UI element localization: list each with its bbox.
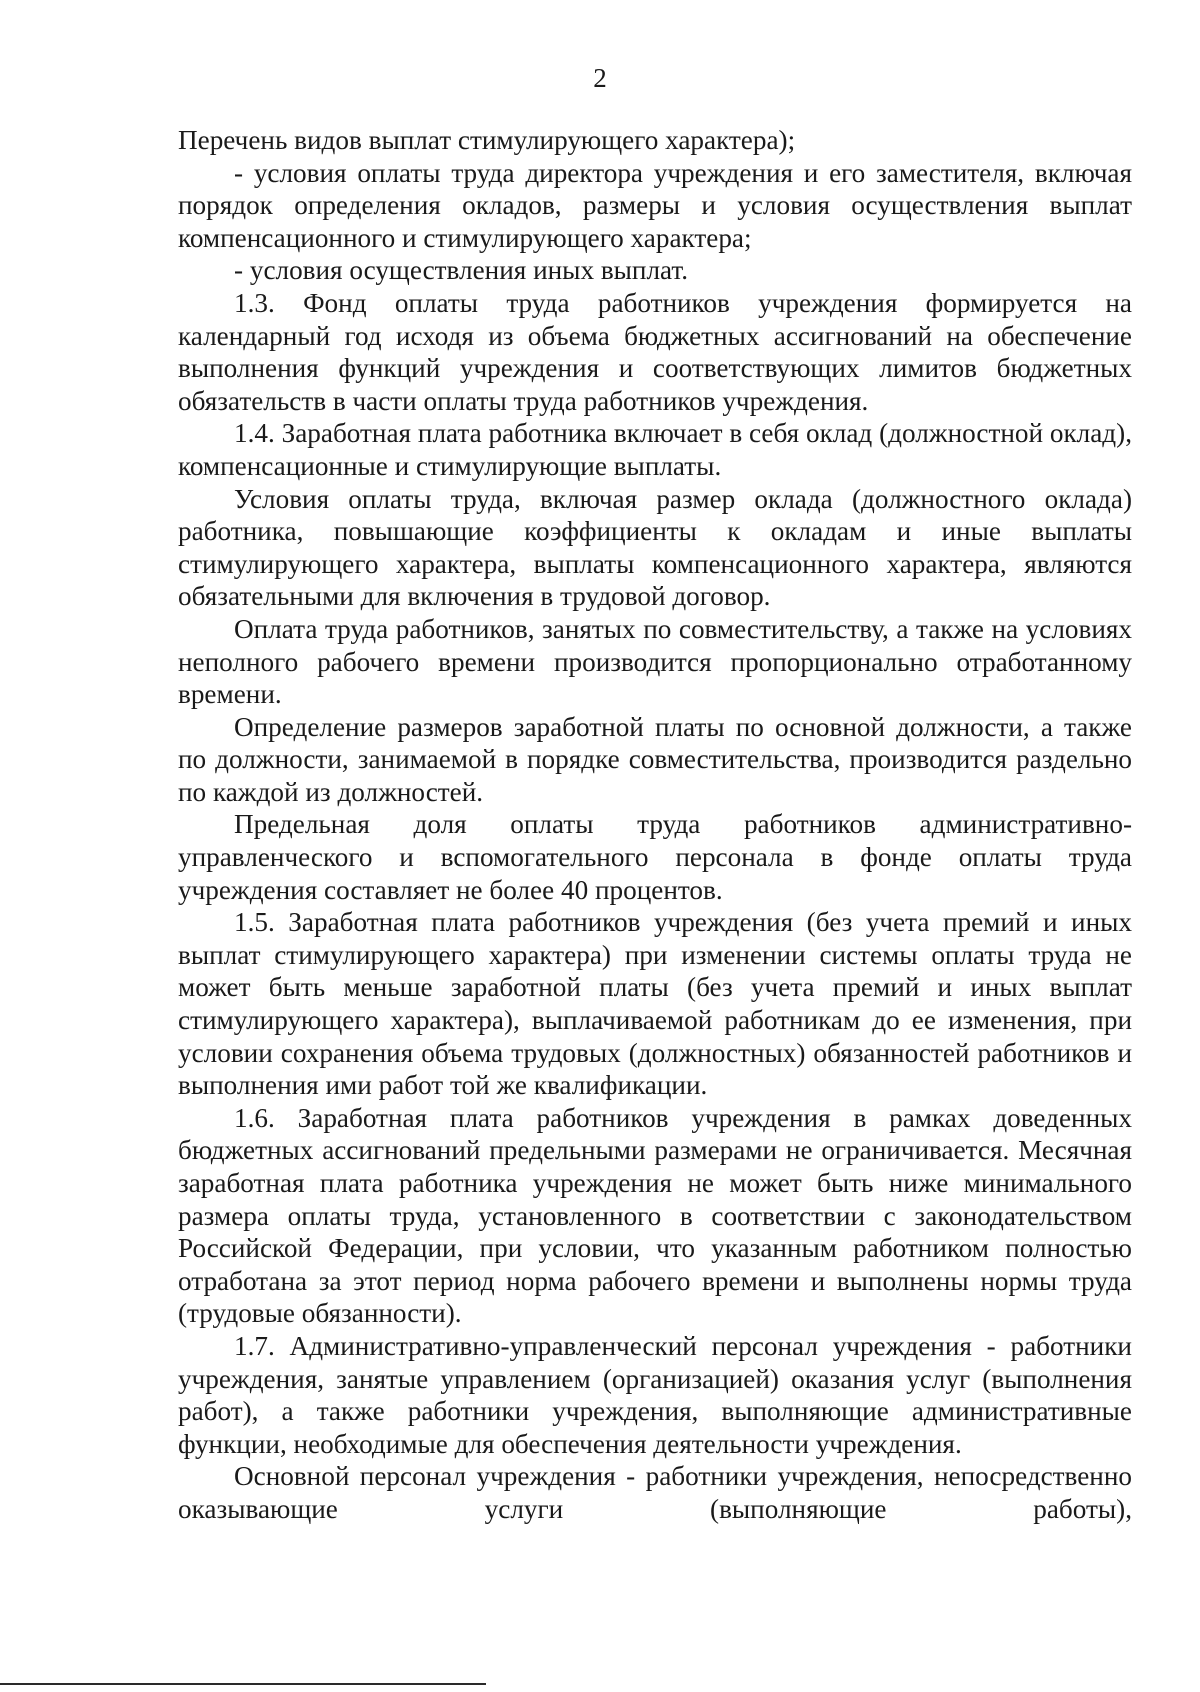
paragraph-continuation: Перечень видов выплат стимулирующего характера);: [178, 125, 796, 155]
paragraph-other-payments: - условия осуществления иных выплат.: [234, 255, 689, 286]
paragraph-part-time: Оплата труда работников, занятых по совместительству, а также на условиях неполного рабочего времени производится пропорционально отработанному времени.: [178, 613, 1132, 710]
paragraph-1-3: 1.3. Фонд оплаты труда работников учреждения формируется на календарный год исходя из объема бюджетных ассигнований на обеспечение выполнения функций учреждения и соответствующих лимитов бюджетных обязательств в части оплаты труда работников учреждения.: [178, 287, 1132, 416]
page-number: 2: [593, 63, 607, 93]
paragraph-pay-conditions: Условия оплаты труда, включая размер оклада (должностного оклада) работника, повышающие коэффициенты к окладам и иные выплаты стимулирующего характера, выплаты компенсационного характера, являются обязательными для включения в трудовой договор.: [178, 483, 1132, 612]
paragraph-salary-determination: Определение размеров заработной платы по основной должности, а также по должности, занимаемой в порядке совместительства, производится раздельно по каждой из должностей.: [178, 711, 1132, 807]
paragraph-main-staff: Основной персонал учреждения - работники учреждения, непосредственно оказывающие услуги (выполняющие работы),: [178, 1461, 1132, 1524]
paragraph-admin-share: Предельная доля оплаты труда работников административно-управленческого и вспомогательного персонала в фонде оплаты труда учреждения составляет не более 40 процентов.: [178, 809, 1132, 905]
document-body: [178, 124, 1132, 1526]
paragraph-1-7: 1.7. Административно-управленческий персонал учреждения - работники учреждения, занятые управлением (организацией) оказания услуг (выполнения работ), а также работники учреждения, выполняющие административные функции, необходимые для обеспечения деятельности учреждения.: [178, 1330, 1132, 1459]
paragraph-1-4: 1.4. Заработная плата работника включает в себя оклад (должностной оклад), компенсационные и стимулирующие выплаты.: [178, 418, 1132, 481]
paragraph-1-5: 1.5. Заработная плата работников учреждения (без учета премий и иных выплат стимулирующего характера) при изменении системы оплаты труда не может быть меньше заработной платы (без учета премий и иных выплат стимулирующего характера), выплачиваемой работникам до ее изменения, при условии сохранения объема трудовых (должностных) обязанностей работников и выполнения ими работ той же квалификации.: [178, 907, 1132, 1101]
paragraph-director-conditions: - условия оплаты труда директора учреждения и его заместителя, включая порядок определения окладов, размеры и условия осуществления выплат компенсационного и стимулирующего характера;: [178, 157, 1132, 253]
bottom-divider: [0, 1683, 486, 1685]
paragraph-1-6: 1.6. Заработная плата работников учреждения в рамках доведенных бюджетных ассигнований предельными размерами не ограничивается. Месячная заработная плата работника учреждения не может быть ниже минимального размера оплаты труда, установленного в соответствии с законодательством Российской Федерации, при условии, что указанным работником полностью отработана за этот период норма рабочего времени и выполнены нормы труда (трудовые обязанности).: [178, 1102, 1132, 1329]
